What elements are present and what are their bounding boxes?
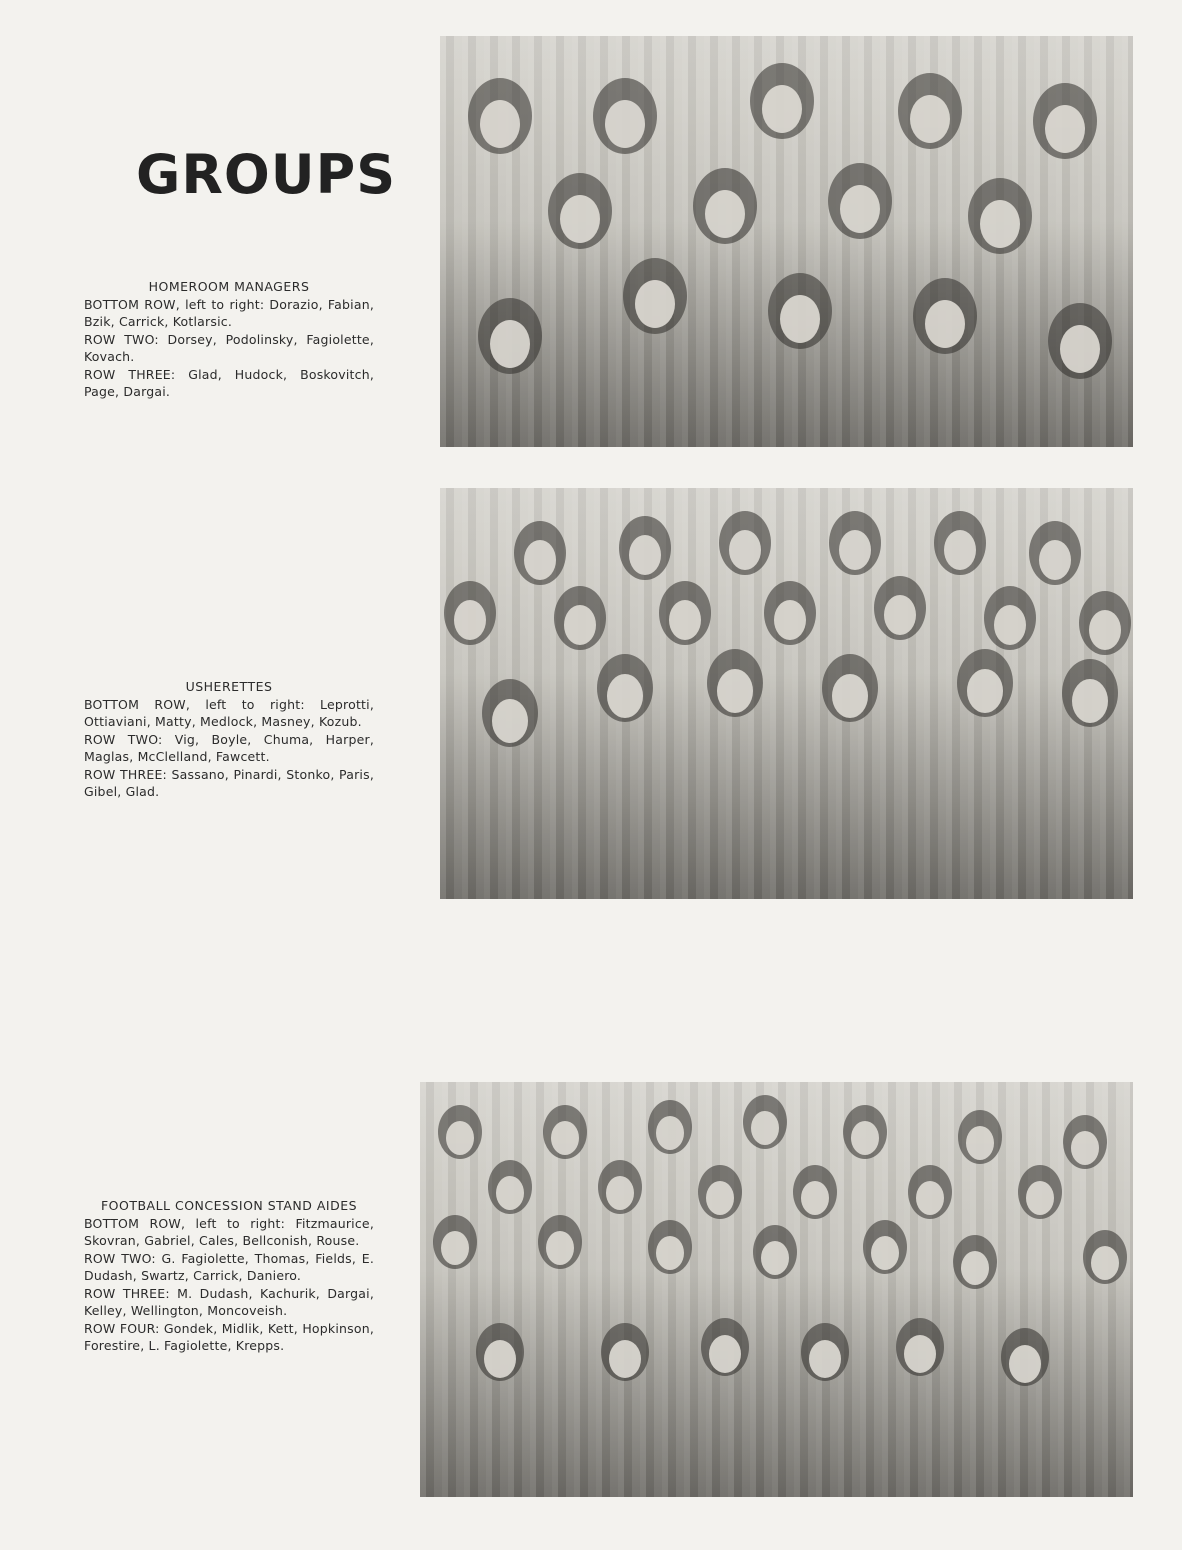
- caption-row: ROW TWO: Vig, Boyle, Chuma, Harper, Maglas, McClelland, Fawcett.: [84, 731, 374, 764]
- caption-row: BOTTOM ROW, left to right: Dorazio, Fabian, Bzik, Carrick, Kotlarsic.: [84, 296, 374, 329]
- caption-row: BOTTOM ROW, left to right: Fitzmaurice, Skovran, Gabriel, Cales, Bellconish, Rouse.: [84, 1215, 374, 1248]
- group-photo-figures: [440, 488, 1133, 899]
- caption-heading: FOOTBALL CONCESSION STAND AIDES: [100, 1198, 358, 1213]
- caption-heading: USHERETTES: [185, 679, 273, 694]
- caption-row: ROW TWO: Dorsey, Podolinsky, Fagiolette, Kovach.: [84, 331, 374, 364]
- caption-usherettes: [84, 678, 374, 801]
- caption-row: ROW THREE: M. Dudash, Kachurik, Dargai, Kelley, Wellington, Moncoveish.: [84, 1285, 374, 1318]
- page-title: GROUPS: [136, 143, 397, 206]
- group-photo-figures: [420, 1082, 1133, 1497]
- caption-football-concession-stand-aides: [84, 1197, 374, 1355]
- caption-row: BOTTOM ROW, left to right: Leprotti, Ottiaviani, Matty, Medlock, Masney, Kozub.: [84, 696, 374, 729]
- caption-homeroom-managers: [84, 278, 374, 401]
- caption-row: ROW THREE: Sassano, Pinardi, Stonko, Paris, Gibel, Glad.: [84, 766, 374, 799]
- caption-heading: HOMEROOM MANAGERS: [148, 279, 310, 294]
- caption-row: ROW TWO: G. Fagiolette, Thomas, Fields, E. Dudash, Swartz, Carrick, Daniero.: [84, 1250, 374, 1283]
- caption-row: ROW THREE: Glad, Hudock, Boskovitch, Page, Dargai.: [84, 366, 374, 399]
- group-photo-homeroom-managers: [440, 36, 1133, 447]
- caption-row: ROW FOUR: Gondek, Midlik, Kett, Hopkinson, Forestire, L. Fagiolette, Krepps.: [84, 1320, 374, 1353]
- group-photo-figures: [440, 36, 1133, 447]
- group-photo-football-concession-stand-aides: [420, 1082, 1133, 1497]
- group-photo-usherettes: [440, 488, 1133, 899]
